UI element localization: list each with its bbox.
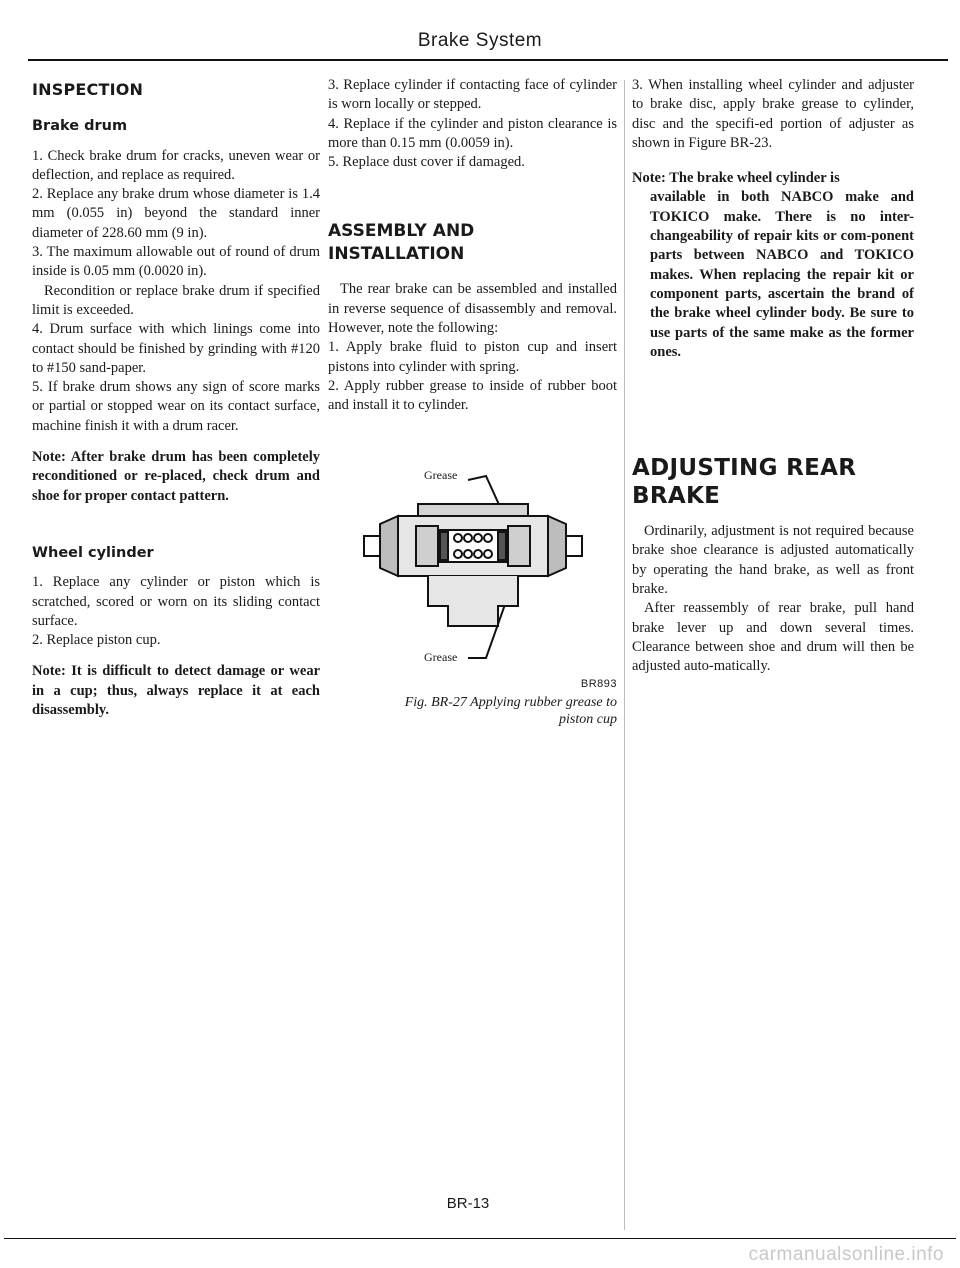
adjusting-heading-line-1: ADJUSTING REAR (632, 455, 857, 482)
brake-drum-item-4: 4. Drum surface with which linings come into contact should be finished by grinding with #120 to #150 sand-paper. (32, 321, 320, 376)
wheel-cylinder-drawing (328, 446, 618, 671)
watermark: carmanualsonline.info (748, 1244, 944, 1265)
note-1-text: After brake drum has been completely reconditioned or re-placed, check drum and shoe for proper contact pattern. (32, 449, 320, 504)
page-header-title: Brake System (417, 30, 543, 51)
figure-wheel-cylinder (328, 446, 618, 671)
note-2 (32, 662, 320, 720)
assembly-heading (328, 220, 617, 266)
brake-drum-item-3-cont: Recondition or replace brake drum if specified limit is exceeded. (32, 282, 320, 318)
note-2-text: It is difficult to detect damage or wear in a cup; thus, always replace it at each disassembly. (32, 663, 321, 719)
wheel-cylinder-item-5: 5. Replace dust cover if damaged. (328, 154, 525, 171)
assembly-heading-line-1: ASSEMBLY AND (328, 221, 475, 242)
adjusting-heading (632, 454, 914, 510)
brake-drum-item-2: 2. Replace any brake drum whose diameter is 1.4 mm (0.055 in) beyond the standard inner diameter of 228.60 mm (9 in). (32, 186, 320, 241)
assembly-step-2: 2. Apply rubber grease to inside of rubber boot and install it to cylinder. (328, 377, 617, 414)
wheel-cylinder-item-4: 4. Replace if the cylinder and piston clearance is more than 0.15 mm (0.0059 in). (328, 115, 617, 151)
wheel-cylinder-item-3: 3. Replace cylinder if contacting face of cylinder is worn locally or stepped. (328, 77, 617, 113)
assembly-step-3: 3. When installing wheel cylinder and adjuster to brake disc, apply brake grease to cylinder, disc and the specifi-ed portion of adjuster as shown in Figure BR-23. (632, 77, 914, 151)
note-2-label: Note: (32, 663, 66, 680)
brake-drum-item-3: 3. The maximum allowable out of round of drum inside is 0.05 mm (0.0020 in). (32, 244, 320, 280)
wheel-cylinder-heading: Wheel cylinder (32, 544, 154, 561)
inspection-heading: INSPECTION (32, 80, 144, 99)
wheel-cylinder-item-1: 1. Replace any cylinder or piston which is scratched, scored or worn on its sliding contact surface. (32, 574, 320, 629)
note-1 (32, 448, 320, 506)
figure-caption-line-2: piston cup (559, 711, 617, 727)
column-3 (620, 76, 914, 677)
note-3-label: Note: (632, 170, 666, 187)
header-rule (28, 59, 948, 61)
adjusting-para-2: After reassembly of rear brake, pull hand brake lever up and down several times. Clearance between shoe and drum will then be adjusted auto-matically. (632, 600, 914, 675)
brake-drum-item-1: 1. Check brake drum for cracks, uneven wear or deflection, and replace as required. (32, 147, 320, 183)
brake-drum-item-5: 5. If brake drum shows any sign of score marks or partial or stopped wear on its contact surface, machine finish it with a drum racer. (32, 379, 320, 434)
assembly-heading-line-2: INSTALLATION (328, 244, 465, 265)
adjusting-heading-line-2: BRAKE (632, 483, 721, 510)
note-1-label: Note: (32, 449, 66, 466)
figure-caption (328, 694, 617, 728)
column-2 (328, 76, 617, 728)
note-3-body: available in both NABCO make and TOKICO make. There is no inter-changeability of repair kits or com-ponent parts between NABCO and TOKICO makes. When replacing the repair kit or component parts, ascertain the brand of the brake wheel cylinder body. Be sure to use parts of the same make as the former ones. (650, 189, 914, 360)
grease-label-top: Grease (424, 467, 458, 482)
grease-label-bottom: Grease (424, 649, 458, 664)
page-number: BR-13 (446, 1195, 490, 1212)
figure-caption-line-1: Fig. BR-27 Applying rubber grease to (404, 694, 617, 710)
note-3-first: The brake wheel cylinder is (669, 170, 840, 187)
column-1 (32, 76, 320, 720)
footer-rule (4, 1238, 956, 1239)
figure-code: BR893 (580, 677, 617, 690)
brake-drum-heading: Brake drum (32, 118, 128, 135)
note-3 (632, 169, 914, 188)
assembly-intro: The rear brake can be assembled and installed in reverse sequence of disassembly and removal. However, note the following: (328, 281, 617, 337)
wheel-cylinder-item-2: 2. Replace piston cup. (32, 632, 161, 649)
assembly-step-1: 1. Apply brake fluid to piston cup and insert pistons into cylinder with spring. (328, 339, 617, 375)
adjusting-para-1: Ordinarily, adjustment is not required because brake shoe clearance is adjusted automatically by operating the hand brake, as well as front brake. (632, 523, 914, 598)
